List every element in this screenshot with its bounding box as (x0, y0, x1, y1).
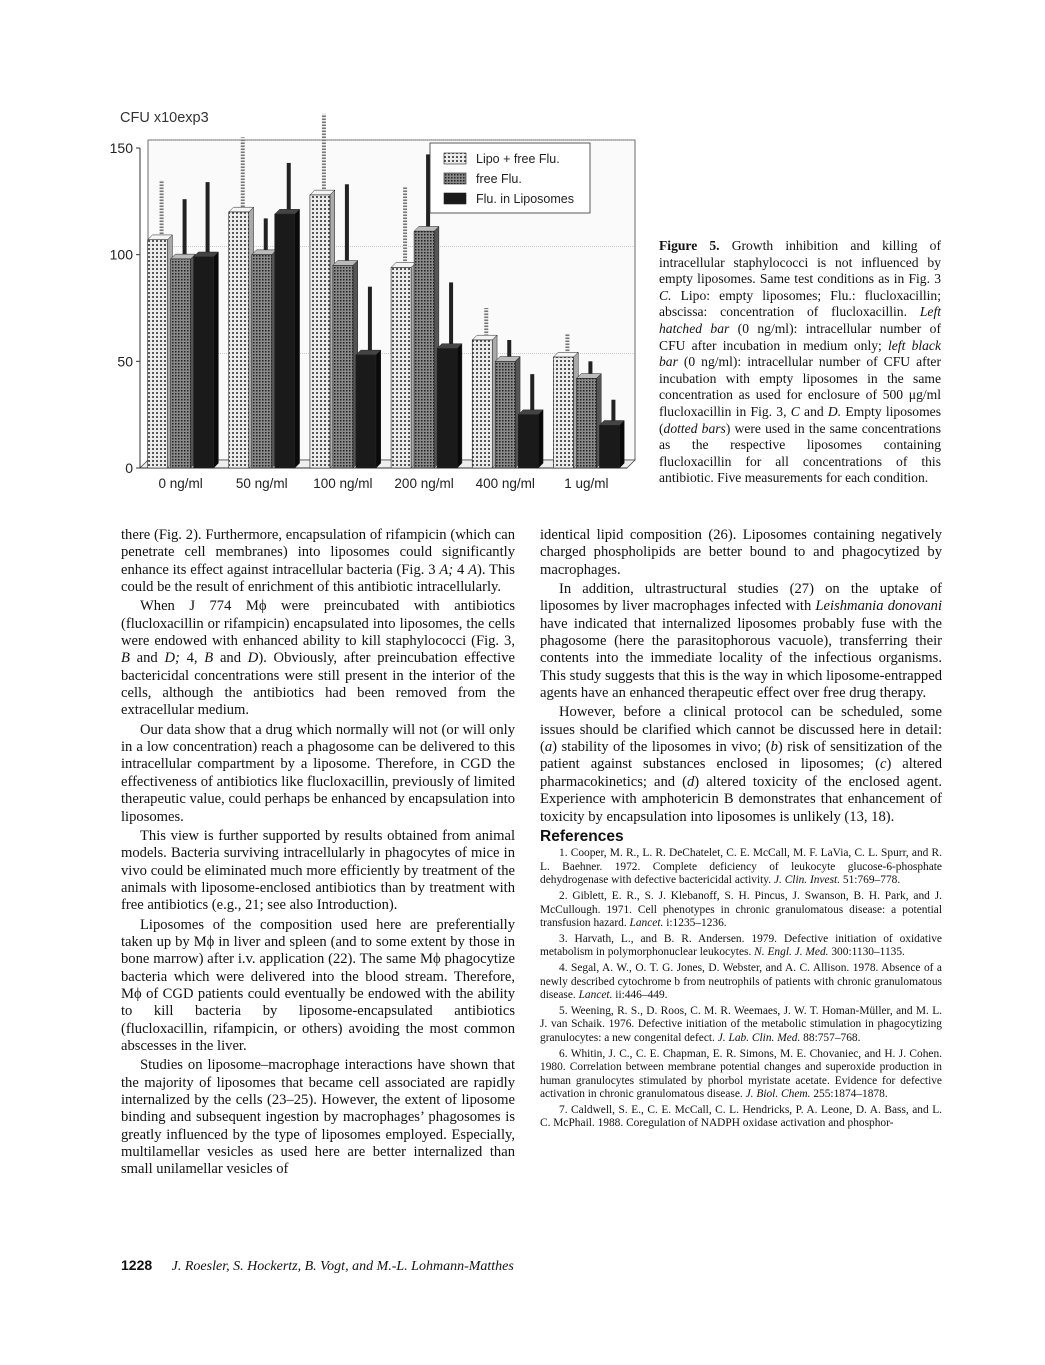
y-tick-label: 100 (109, 246, 133, 263)
left-paragraph-1-run: and (213, 650, 248, 667)
references-list (540, 847, 942, 1131)
error-bar (345, 184, 349, 267)
bar-flu-in-liposomes (599, 425, 619, 468)
left-paragraph (121, 1057, 515, 1178)
right-paragraph-0-run: identical lipid composition (26). Liposomes containing negatively charged phospholipids are better bound to and phagocytized by macrophages. (540, 527, 942, 578)
x-tick-label: 200 ng/ml (394, 476, 454, 491)
x-tick-label: 50 ng/ml (235, 476, 288, 491)
y-tick-label: 0 (125, 460, 133, 476)
page-footer (121, 1257, 514, 1275)
bar-side (295, 209, 300, 468)
bar-side (457, 344, 462, 468)
reference-2-run: N. Engl. J. Med. (754, 946, 829, 959)
x-tick-label: 1 ug/ml (564, 476, 609, 491)
legend-swatch (444, 193, 466, 204)
left-paragraph-0-run: ). This could be the result of enrichment of this antibiotic intracellularly. (121, 561, 515, 596)
reference-item (540, 1005, 942, 1046)
reference-item (540, 890, 942, 931)
caption-text-run: C. (659, 287, 672, 303)
body-column-right (540, 527, 942, 1133)
left-paragraph-0-run: there (Fig. 2). Furthermore, encapsulation of rifampicin (which can penetrate cell membranes) into liposomes could significantly enhance its effect against intracellular bacteria (Fig. 3 (121, 527, 515, 578)
reference-item (540, 1104, 942, 1131)
reference-2-run: 3. Harvath, L., and B. R. Andersen. 1979. Defective initiation of oxidative metabolism in polymorphonuclear leukocytes. (540, 932, 942, 959)
right-paragraph-2-run: c (879, 756, 887, 773)
reference-6-run: 7. Caldwell, S. E., C. E. McCall, C. L. Hendricks, P. A. Leone, D. A. Bass, and L. C. McPhail. 1988. Coregulation of NADPH oxidase activation and phosphor- (540, 1103, 942, 1130)
left-paragraph-3-run: This view is further supported by results obtained from animal models. Bacteria surviving intracellularly in phagocytes of mice in vivo could be eliminated much more efficiently by treatment of the animals with liposome-enclosed antibiotics than by treatment with free antibiotics (e.g., 21; see also Introduction). (121, 827, 515, 914)
legend-swatch (444, 173, 466, 184)
bar-flu-in-liposomes (356, 355, 376, 468)
bar-free-flu- (576, 378, 596, 468)
caption-label: Figure 5. (659, 238, 720, 253)
right-paragraph-2-run: d (687, 773, 695, 790)
reference-3-run: Lancet. (578, 989, 613, 1002)
error-bar (287, 163, 291, 216)
reference-5-run: 6. Whitin, J. C., C. E. Chapman, E. R. Simons, M. E. Chovaniec, and H. J. Cohen. 1980. Correlation between membrane potential changes and superoxide production in human granulocytes stimulated by phorbol myristate acetate. Evidence for defective activation in chronic granulomatous disease. (540, 1047, 942, 1101)
bar-chart (100, 108, 645, 498)
caption-text-run: (0 ng/ml): intracellular number of CFU after incubation in medium only; (659, 320, 941, 353)
caption-text-run: Left hatched bar (659, 304, 941, 336)
reference-0-run: 1. Cooper, M. R., L. R. DeChatelet, C. E. McCall, M. F. LaVia, C. L. Spurr, and R. L. Baehner. 1972. Complete deficiency of leukocyte glucose-6-phosphate dehydrogenase with defective bactericidal activity. (540, 847, 942, 887)
bar-free-flu- (171, 259, 191, 468)
legend-label: Flu. in Liposomes (476, 192, 574, 206)
left-paragraph-0-run: A (468, 561, 477, 578)
bar-side (214, 252, 219, 468)
x-tick-label: 400 ng/ml (475, 476, 535, 491)
caption-text (659, 238, 941, 485)
bar-free-flu- (495, 361, 515, 468)
left-paragraph-1-run: B (204, 650, 214, 667)
right-paragraph-2-run: ) altered pharmacokinetics; and ( (540, 756, 942, 790)
right-paragraph-2-run: ) altered toxicity of the enclosed agent. Experience with amphotericin B demonstrates that enhancement of toxicity by encapsulation into liposomes is unlikely (13, 18). (540, 773, 942, 825)
right-paragraph (540, 581, 942, 702)
left-paragraph (121, 527, 515, 596)
reference-5-run: 255:1874–1878. (810, 1088, 888, 1101)
caption-text-run: Empty liposomes ( (659, 403, 941, 436)
error-bar (449, 282, 453, 350)
legend-label: Lipo + free Flu. (476, 152, 560, 166)
reference-5-run: J. Biol. Chem. (745, 1088, 811, 1101)
right-paragraph (540, 527, 942, 579)
bar-lipo-free-flu- (553, 357, 573, 468)
y-tick-label: 150 (109, 140, 133, 156)
left-paragraph-0-run: 4 (453, 561, 469, 578)
left-paragraph-0-run: A; (439, 561, 454, 578)
y-tick-label: 50 (117, 353, 133, 370)
left-paragraph (121, 917, 515, 1056)
right-paragraph-1-run: Leishmania donovani (815, 598, 943, 615)
reference-4-run: 5. Weening, R. S., D. Roos, C. M. R. Weemaes, J. W. T. Homan-Müller, and M. L. J. van Schaik. 1976. Defective initiation of the metabolic stimulation in phagocytizing granulocytes: a new congenital defect. (540, 1004, 942, 1044)
left-paragraph (121, 828, 515, 915)
bar-flu-in-liposomes (437, 349, 457, 468)
bar-lipo-free-flu- (310, 195, 330, 468)
error-bar (426, 154, 430, 233)
left-paragraph-1-run: and (129, 650, 165, 667)
caption-text-run: C (790, 403, 800, 419)
error-bar (183, 199, 187, 261)
caption-text-run: (0 ng/ml): intracellular number of CFU after incubation with empty liposomes in the same concentration as used for enclosure of 500 μg/ml flucloxacillin in Fig. 3, (659, 354, 941, 419)
error-bar (322, 114, 326, 197)
x-tick-label: 100 ng/ml (313, 476, 373, 491)
reference-item (540, 962, 942, 1003)
left-paragraph-2-run: Our data show that a drug which normally will not (or will only in a low concentration) reach a phagosome can be delivered to this intracellular compartment by a liposome. Therefore, in CGD the effectiveness of antibiotics like flucloxacillin, previously of limited therapeutic value, could perhaps be enhanced by encapsulation into liposomes. (121, 721, 515, 825)
y-axis-label: CFU x10exp3 (120, 110, 209, 126)
body-column-left (121, 527, 515, 1181)
figure-5-chart (100, 108, 645, 498)
left-paragraph-4-run: Liposomes of the composition used here are preferentially taken up by Mϕ in liver and spleen (and to some extent by those in bone marrow) after i.v. application (22). The same Mϕ phagocytize bacteria which were delivered into the blood stream. Therefore, Mϕ of CGD patients could eventually be endowed with the ability to kill bacteria by liposome-encapsulated antibiotics (flucloxacillin, rifampicin, or others) avoiding the most common abscesses in the liver. (121, 916, 515, 1054)
caption-text-run: ) were used in the same concentrations as the respective liposomes containing flucloxacillin for all concentrations of this antibiotic. Five measurements for each condition. (659, 420, 941, 486)
caption-text-run: D. (827, 403, 842, 419)
left-paragraph-1-run: 4, (179, 650, 205, 667)
right-paragraph (540, 704, 942, 825)
error-bar (368, 287, 372, 357)
bar-side (619, 421, 624, 468)
reference-0-run: J. Clin. Invest. (773, 874, 841, 887)
reference-1-run: 2. Giblett, E. R., S. J. Klebanoff, S. H. Pincus, J. Swanson, B. H. Park, and J. McCullough. 1971. Cell phenotypes in chronic granulomatous disease: a potential transfusion hazard. (540, 889, 942, 930)
caption-text-run: Growth inhibition and killing of intracellular staphylococci is not influenced by empty liposomes. Same test conditions as in Fig. 3 (659, 238, 941, 287)
bar-free-flu- (333, 265, 353, 468)
reference-1-run: Lancet. (629, 917, 664, 930)
bar-side (376, 350, 381, 468)
legend-swatch (444, 153, 466, 164)
reference-item (540, 847, 942, 888)
bar-free-flu- (414, 231, 434, 468)
bar-flu-in-liposomes (518, 415, 538, 468)
caption-text-run: Lipo: empty liposomes; Flu.: flucloxacillin; abscissa: concentration of flucloxacillin. (659, 287, 941, 320)
reference-4-run: 88:757–768. (800, 1031, 861, 1044)
right-paragraphs (540, 527, 942, 826)
bar-side (538, 410, 543, 468)
left-paragraph-1-run: D; (164, 650, 180, 667)
references-heading: References (540, 827, 624, 845)
legend-label: free Flu. (476, 172, 522, 186)
right-paragraph-1-run: have indicated that internalized liposomes probably fuse with the phagosome (here the parasitophorous vacuole), transferring their contents into the immediate locality of the infectious organisms. This study suggests that this is the way in which liposome-entrapped agents have an enhanced therapeutic effect over free drug therapy. (540, 615, 942, 702)
bar-lipo-free-flu- (391, 267, 411, 468)
left-paragraph-5-run: Studies on liposome–macrophage interactions have shown that the majority of liposomes that became cell associated are rapidly internalized by the cells (23–25). However, the extent of liposome binding and subsequent ingestion by macrophages’ phagosomes is greatly influenced by the type of liposomes employed. Especially, multilamellar vesicles as used here are better internalized than small unilamellar vesicles of (121, 1057, 515, 1178)
error-bar (206, 182, 210, 259)
right-paragraph-1-run: In addition, ultrastructural studies (27) on the uptake of liposomes by liver macrophages infected with (540, 581, 942, 615)
figure-caption (659, 238, 941, 487)
reference-0-run: 51:769–778. (840, 874, 901, 887)
reference-1-run: i:1235–1236. (663, 917, 727, 930)
caption-text-run: and (799, 403, 828, 419)
right-paragraph-2-run: ) risk of sensitization of the patient against substances enclosed in liposomes; ( (540, 739, 942, 773)
bar-flu-in-liposomes (275, 214, 295, 468)
caption-text-run: dotted bars (663, 420, 726, 436)
reference-3-run: 4. Segal, A. W., O. T. G. Jones, D. Webster, and A. C. Allison. 1978. Absence of a newly described cytochrome b from neutrophils of patients with chronic granulomatous disease. (540, 961, 942, 1002)
bar-flu-in-liposomes (194, 257, 214, 468)
right-paragraph-2-run: a (544, 739, 553, 756)
right-paragraph-2-run: However, before a clinical protocol can be scheduled, some issues should be clarified which cannot be discussed here in detail: ( (540, 704, 942, 756)
page-number: 1228 (121, 1257, 153, 1273)
left-paragraph-1-run: ). Obviously, after preincubation effective bactericidal concentrations were still present in the interior of the cells, although the antibiotics had been removed from the extracellular medium. (121, 650, 516, 719)
right-paragraph-2-run: b (770, 739, 778, 756)
left-paragraph-1-run: D (247, 650, 259, 667)
error-bar (241, 137, 245, 214)
left-paragraph-1-run: B (121, 650, 130, 667)
left-paragraph (121, 722, 515, 826)
right-paragraph-2-run: ) stability of the liposomes in vivo; ( (552, 739, 771, 756)
left-paragraph-1-run: When J 774 Mϕ were preincubated with antibiotics (flucloxacillin or rifampicin) encapsulated into liposomes, the cells were endowed with enhanced ability to kill staphylococci (Fig. 3, (121, 598, 515, 650)
caption-text-run: left black bar (659, 337, 942, 370)
error-bar (403, 186, 407, 269)
bar-free-flu- (252, 255, 272, 468)
bar-lipo-free-flu- (229, 212, 249, 468)
bar-lipo-free-flu- (472, 340, 492, 468)
running-authors: J. Roesler, S. Hockertz, B. Vogt, and M.-L. Lohmann-Matthes (171, 1259, 514, 1274)
error-bar (160, 180, 164, 242)
reference-3-run: ii:446–449. (612, 989, 668, 1002)
reference-item (540, 933, 942, 960)
reference-4-run: J. Lab. Clin. Med. (717, 1031, 801, 1044)
left-paragraph (121, 598, 515, 719)
bar-lipo-free-flu- (148, 240, 168, 468)
reference-2-run: 300:1130–1135. (828, 946, 905, 959)
reference-item (540, 1048, 942, 1102)
x-tick-label: 0 ng/ml (158, 476, 203, 491)
